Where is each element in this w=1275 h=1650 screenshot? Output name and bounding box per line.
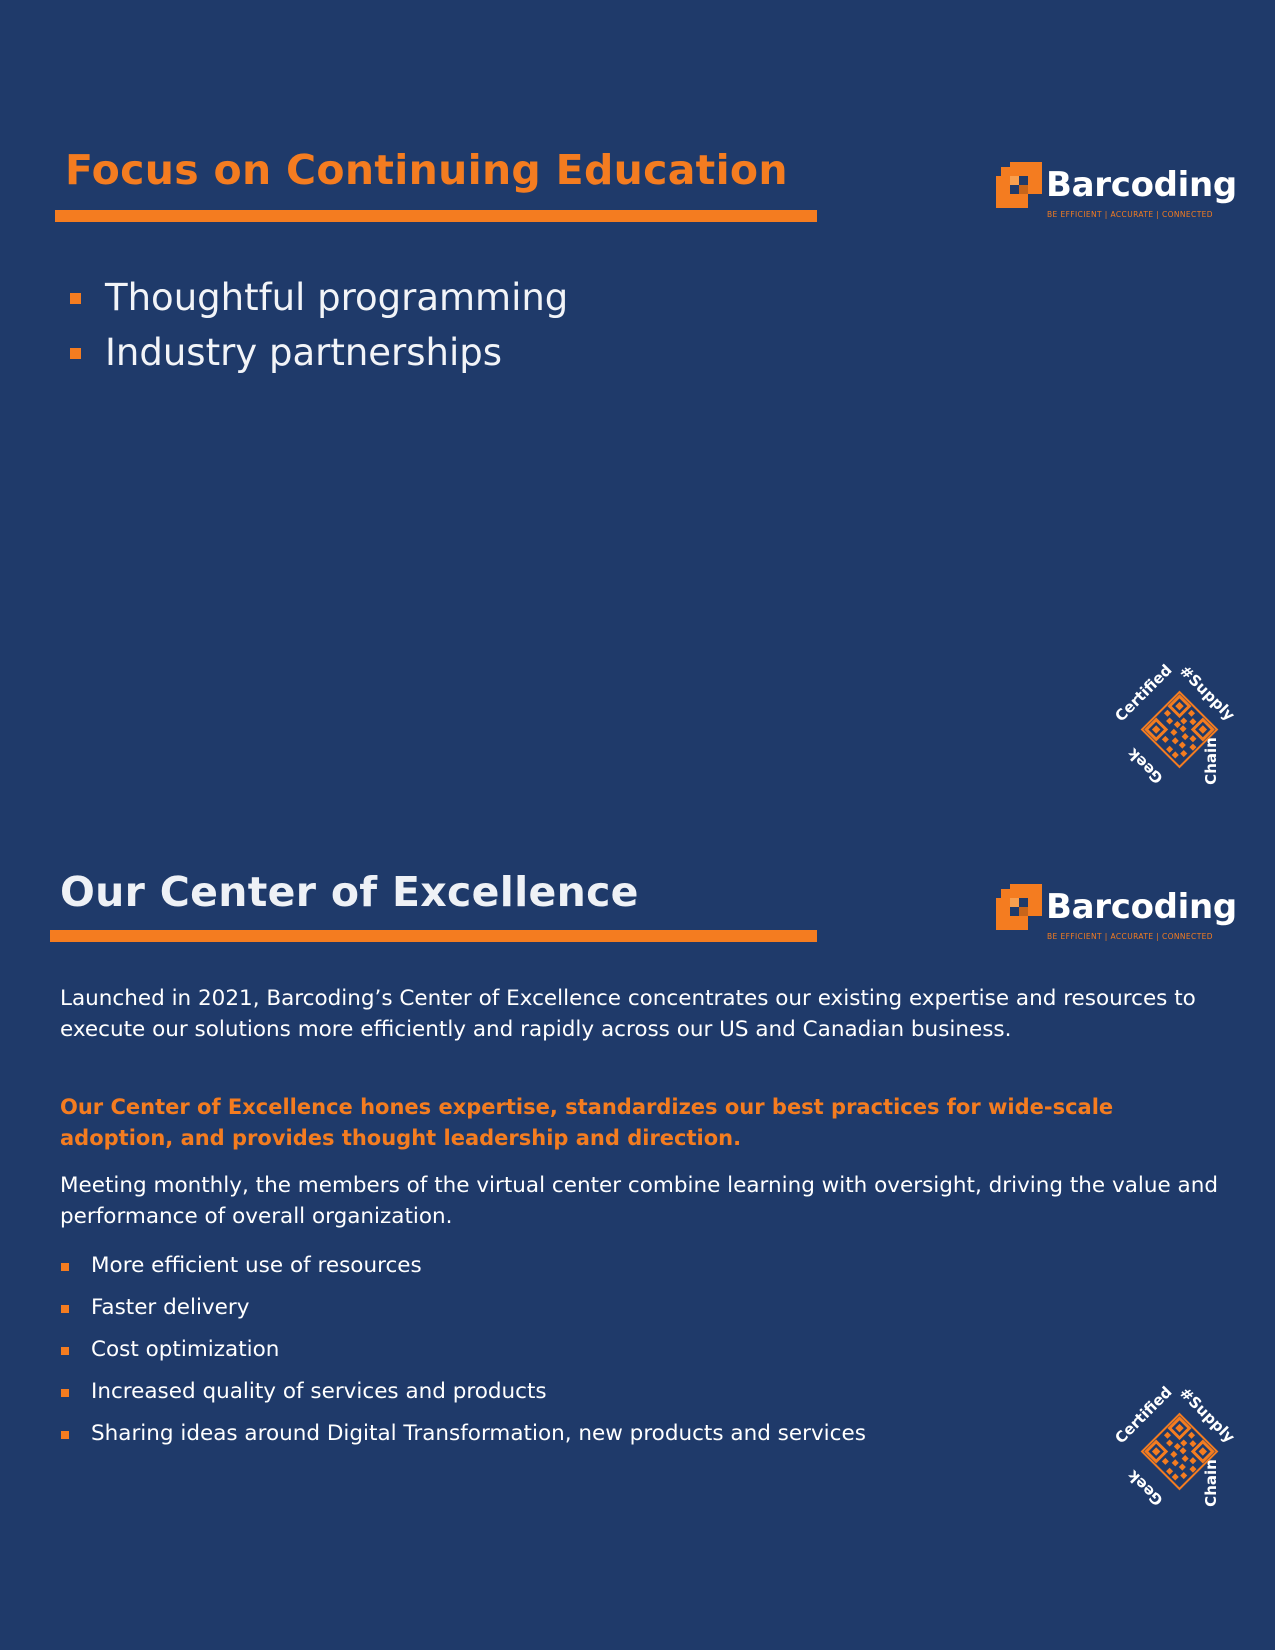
bullet-square-icon <box>61 1389 69 1397</box>
bullet-square-icon <box>61 1431 69 1439</box>
list-item: Sharing ideas around Digital Transformation, new products and services <box>61 1413 866 1455</box>
logo-wordmark: Barcoding <box>1046 887 1237 927</box>
seal-word-certified: Certified <box>1111 1382 1176 1448</box>
slide-continuing-education <box>0 0 1275 820</box>
bullet-square-icon <box>61 1347 69 1355</box>
list-item: Thoughtful programming <box>70 270 568 325</box>
seal-word-geek: Geek <box>1123 744 1167 788</box>
title-underline <box>55 210 817 222</box>
list-item: Industry partnerships <box>70 325 568 380</box>
slide-title: Focus on Continuing Education <box>65 146 788 194</box>
seal-word-geek: Geek <box>1123 1466 1167 1510</box>
barcoding-logo <box>996 162 1237 224</box>
seal-word-supply: #Supply <box>1175 1383 1239 1447</box>
highlight-paragraph: Our Center of Excellence hones expertise, standardizes our best practices for wide-scale adoption, and provides thought leadership and direction. <box>60 1095 1114 1150</box>
logo-mark-icon <box>996 884 1042 930</box>
intro-paragraph: Launched in 2021, Barcoding’s Center of Excellence concentrates our existing expertise and resources to execute our solutions more efficiently and rapidly across our US and Canadian business. <box>60 986 1196 1042</box>
seal-word-supply: #Supply <box>1175 661 1239 725</box>
list-item: More efficient use of resources <box>61 1245 866 1287</box>
meeting-paragraph: Meeting monthly, the members of the virtual center combine learning with oversight, driving the value and performance of overall organization. <box>60 1173 1219 1229</box>
bullet-square-icon <box>61 1305 69 1313</box>
bullet-square-icon <box>70 348 81 359</box>
list-item: Increased quality of services and products <box>61 1371 866 1413</box>
list-item: Cost optimization <box>61 1329 866 1371</box>
bullet-square-icon <box>61 1263 69 1271</box>
certified-supply-chain-geek-seal <box>1112 1384 1247 1519</box>
benefits-list <box>61 1245 866 1455</box>
slide-title: Our Center of Excellence <box>60 868 639 916</box>
bullet-list <box>70 270 568 380</box>
title-underline <box>50 930 817 942</box>
logo-mark-icon <box>996 162 1042 208</box>
seal-word-chain: Chain <box>1201 1459 1220 1507</box>
certified-supply-chain-geek-seal <box>1112 662 1247 797</box>
seal-word-certified: Certified <box>1111 660 1176 726</box>
logo-wordmark: Barcoding <box>1046 165 1237 205</box>
slide-center-of-excellence <box>0 820 1275 1650</box>
logo-tagline: BE EFFICIENT | ACCURATE | CONNECTED <box>1047 210 1213 219</box>
barcoding-logo <box>996 884 1237 946</box>
logo-tagline: BE EFFICIENT | ACCURATE | CONNECTED <box>1047 932 1213 941</box>
bullet-square-icon <box>70 293 81 304</box>
seal-word-chain: Chain <box>1201 737 1220 785</box>
list-item: Faster delivery <box>61 1287 866 1329</box>
